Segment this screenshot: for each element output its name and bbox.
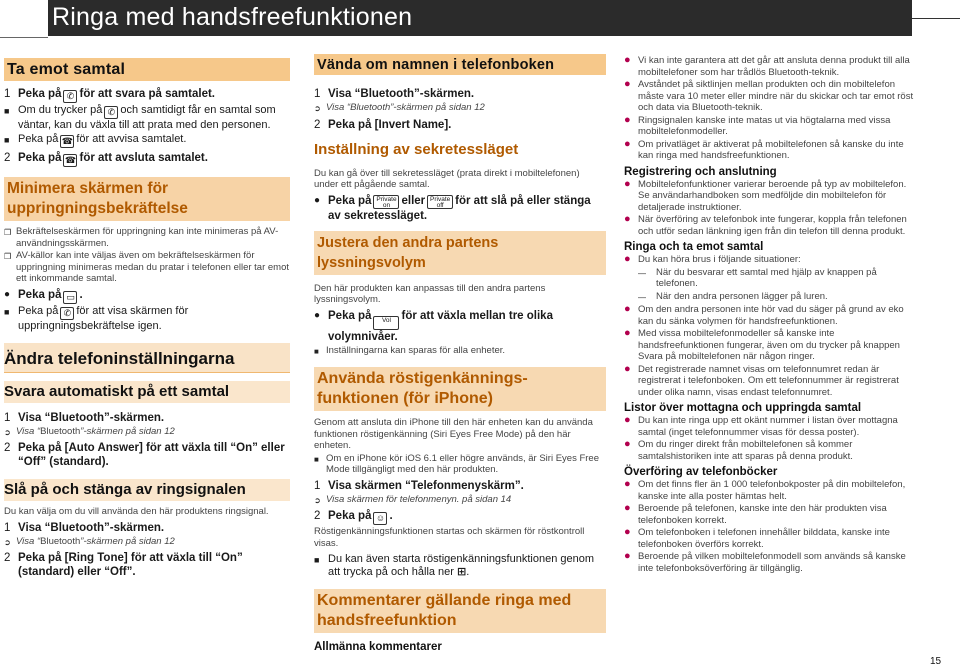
volume-note: ■ Inställningarna kan sparas för alla enheter.	[314, 344, 506, 356]
transfer-title: Överföring av telefonböcker	[624, 466, 778, 478]
bullet-dot-icon: ●	[624, 414, 631, 426]
bullet-dot-icon: ●	[624, 550, 631, 562]
bullet-dot-icon: ●	[624, 137, 631, 150]
section-settings-title: Ändra telefoninställningarna	[4, 343, 290, 373]
reject-call-icon: ☎	[61, 136, 73, 146]
section-ring-title: Slå på och stänga av ringsignalen	[4, 479, 290, 501]
note-text: Vi kan inte garantera att det går att ansluta denna produkt till alla mobiltelefoner som har trådlös Bluetooth-teknik.	[638, 55, 910, 78]
bullet-dot-icon: ●	[624, 213, 631, 225]
bullet-dot-icon: ●	[624, 478, 631, 490]
voice-recognition-icon: ☺	[373, 512, 387, 525]
section-auto-answer-title: Svara automatiskt på ett samtal	[4, 381, 290, 403]
note-text: Om den andra personen inte hör vad du säger på grund av eko kan du sänka volymen för handsfreefunktionen.	[638, 304, 904, 327]
volume-para: Den här produkten kan anpassas till den andra partens lyssningsvolym.	[314, 282, 546, 305]
column-right	[624, 54, 916, 574]
note-item	[624, 328, 916, 363]
minimize-step: ● Peka på ▭ .	[4, 288, 83, 302]
note-text: Mobiltelefonfunktioner varierar beroende på typ av mobiltelefon. Se användarhandboken som medföljde din mobiltelefon för detaljerade instruktioner.	[638, 178, 907, 213]
note-text: Avståndet på siktlinjen mellan produkten och din mobiltelefon måste vara 10 meter eller mindre när du skickar och tar emot röst och data via Bluetooth-teknik.	[638, 79, 914, 113]
ring-ref: ➲ Visa “Bluetooth”-skärmen på sidan 12	[4, 535, 175, 547]
header-rule	[912, 18, 960, 19]
call-title: Ringa och ta emot samtal	[624, 241, 764, 253]
privacy-para: Du kan gå över till sekretessläget (prata direkt i mobiltelefonen) under ett pågående samtal.	[314, 167, 580, 190]
note-item	[624, 527, 916, 550]
voice-step-1: 1 Visa skärmen “Telefonmenyskärm”.	[314, 479, 524, 492]
receive-bullet-1: ■ Om du trycker på ✆ och samtidigt får en samtal som väntar, kan du växla till att prata med den personen.	[4, 104, 276, 131]
settings-step-2: 2 Peka på [Auto Answer] för att växla till “On” eller “Off” (standard).	[4, 442, 285, 468]
section-receive-title: Ta emot samtal	[4, 58, 290, 81]
minimize-icon: ▭	[63, 291, 77, 304]
minimize-note-2: ❒ AV-källor kan inte väljas även om bekräftelseskärmen för uppringning minimeras medan du pratar i telefonen eller tar emot ett inkommande samtal.	[4, 250, 290, 284]
note-item	[624, 79, 916, 114]
receive-bullet-2: ■ Peka på ☎ för att avvisa samtalet.	[4, 133, 187, 146]
note-item	[624, 304, 916, 327]
call-dash-2: — När den andra personen lägger på luren.	[638, 290, 828, 302]
minimize-bullet: ■ Peka på ✆ för att visa skärmen för uppringningsbekräftelse igen.	[4, 304, 189, 332]
note-item	[624, 439, 916, 462]
voice-step-2: 2 Peka på ☺ .	[314, 510, 393, 523]
page-title: Ringa med handsfreefunktionen	[52, 3, 413, 31]
ring-para: Du kan välja om du vill använda den här produktens ringsignal.	[4, 506, 269, 517]
privacy-step: ● Peka på Private on eller Private off för att slå på eller stänga av sekretessläget.	[314, 194, 591, 222]
note-item	[624, 364, 916, 399]
bullet-dot-icon: ●	[624, 362, 631, 375]
note-item	[624, 115, 916, 138]
column-left	[4, 54, 290, 579]
note-text: Om det finns fler än 1 000 telefonbokposter på din mobiltelefon, kanske inte alla poster hämtas helt.	[638, 479, 906, 502]
bullet-dot-icon: ●	[624, 303, 631, 315]
ring-step-1: 1 Visa “Bluetooth”-skärmen.	[4, 521, 165, 534]
note-text: Det registrerade namnet visas om telefonnumret redan är registrerat i telefonboken. Om ett telefonnummer är registrerat under olika namn, visas endast telefonnumret.	[638, 363, 899, 398]
note-item	[624, 479, 916, 502]
end-call-icon: ☎	[64, 155, 77, 165]
settings-step-1: 1 Visa “Bluetooth”-skärmen.	[4, 411, 165, 424]
phone-icon: ✆	[60, 307, 74, 320]
voice-para: Genom att ansluta din iPhone till den här enheten kan du använda funktionen röstigenkänning (Siri Eyes Free Mode) på den här enheten.	[314, 417, 593, 451]
note-item	[624, 214, 916, 237]
general-notes	[624, 55, 916, 162]
note-item	[624, 139, 916, 162]
bullet-dot-icon: ●	[624, 327, 631, 339]
note-text: Om telefonboken i telefonen innehåller bilddata, kanske inte telefonboken överförs korrekt.	[638, 527, 890, 550]
list-title: Listor över mottagna och uppringda samtal	[624, 402, 862, 414]
bullet-dot-icon: ●	[624, 177, 631, 190]
section-voice-title: Använda röstigenkännings-funktionen (för iPhone)	[314, 367, 606, 411]
invert-step-1: 1 Visa “Bluetooth”-skärmen.	[314, 88, 475, 100]
transfer-notes	[624, 479, 916, 574]
bullet-dot-icon: ●	[624, 438, 631, 450]
voice-ref: ➲ Visa skärmen för telefonmenyn. på sidan 14	[314, 493, 512, 505]
ring-step-2: 2 Peka på [Ring Tone] för att växla till “On” (standard) eller “Off”.	[4, 552, 243, 578]
bullet-dot-icon: ●	[624, 78, 631, 90]
answer-call-icon: ✆	[63, 90, 77, 103]
voice-para-2: Röstigenkänningsfunktionen startas och skärmen för röstkontroll visas.	[314, 526, 585, 549]
receive-step-1: 1 Peka på ✆ för att svara på samtalet.	[4, 88, 215, 101]
answer-call-icon: ✆	[104, 106, 118, 119]
bullet-dot-icon: ●	[624, 54, 631, 66]
note-text: Beroende på telefonen, kanske inte den här produkten visa telefonboken korrekt.	[638, 503, 887, 526]
volume-icon: Vol	[373, 316, 399, 330]
page-header	[0, 0, 960, 38]
registration-notes	[624, 179, 916, 238]
receive-step-2: 2 Peka på ☎ för att avsluta samtalet.	[4, 152, 208, 165]
section-volume-title: Justera den andra partens lyssningsvolym	[314, 231, 606, 275]
note-text: Beroende på vilken mobiltelefonmodell som används så kanske inte telefonboksöverföring är tillgänglig.	[638, 551, 906, 574]
column-middle	[314, 54, 606, 653]
call-dash-1: — När du besvarar ett samtal med hjälp av knappen på telefonen.	[638, 266, 877, 289]
minimize-note-1: ❒ Bekräftelseskärmen för uppringning kan inte minimeras på AV-användningsskärmen.	[4, 226, 279, 249]
note-text: Om du ringer direkt från mobiltelefonen så kommer samtalshistoriken inte att sparas på denna produkt.	[638, 439, 853, 462]
section-invert-title: Vända om namnen i telefonboken	[314, 54, 606, 75]
call-notes	[624, 304, 916, 398]
bullet-dot-icon: ●	[624, 113, 631, 126]
bullet-dot-icon: ●	[624, 502, 631, 514]
settings-ref-1: ➲ Visa “Bluetooth”-skärmen på sidan 12	[4, 425, 175, 437]
note-item	[624, 551, 916, 574]
section-minimize-title: Minimera skärmen för uppringningsbekräftelse	[4, 177, 290, 221]
call-intro: ● Du kan höra brus i följande situationer:	[624, 253, 801, 265]
note-item	[624, 415, 916, 438]
bullet-dot-icon: ●	[624, 526, 631, 538]
page-number: 15	[930, 656, 942, 667]
voice-bullet: ■ Du kan även starta röstigenkänningsfunktionen genom att trycka på och hålla ner ⊞.	[314, 553, 595, 578]
grid-icon: ⊞	[457, 566, 467, 578]
invert-ref: ➲ Visa “Bluetooth”-skärmen på sidan 12	[314, 102, 485, 113]
header-gutter	[0, 0, 48, 38]
private-on-icon: Private on	[373, 195, 399, 209]
private-off-icon: Private off	[427, 195, 453, 209]
note-text: Du kan inte ringa upp ett okänt nummer i listan över mottagna samtal (inget telefonnummer visas för dessa poster).	[638, 415, 898, 438]
section-privacy-title: Inställning av sekretessläget	[314, 140, 519, 158]
registration-title: Registrering och anslutning	[624, 165, 777, 178]
note-text: Med vissa mobiltelefonmodeller så kanske inte handsfreefunktionen fungerar, även om du trycker på knappen Svara på mobiltelefonen när någon ringer.	[638, 328, 900, 362]
volume-step: ● Peka på Vol för att växla mellan tre olika volymnivåer.	[314, 309, 553, 343]
voice-note: ■ Om en iPhone kör iOS 6.1 eller högre används, är Siri Eyes Free Mode tillgängligt med den här produkten.	[314, 452, 599, 475]
note-item	[624, 55, 916, 78]
note-item	[624, 503, 916, 526]
note-item	[624, 179, 916, 214]
section-comments-title: Kommentarer gällande ringa med handsfreefunktion	[314, 589, 606, 633]
note-text: Ringsignalen kanske inte matas ut via högtalarna med vissa mobiltelefonmodeller.	[638, 114, 891, 137]
note-text: När överföring av telefonbok inte fungerar, koppla från telefonen och utför sedan länkning igen från din telefon till denna produkt.	[638, 214, 907, 237]
invert-step-2: 2 Peka på [Invert Name].	[314, 118, 452, 131]
list-notes	[624, 415, 916, 462]
comments-subtitle: Allmänna kommentarer	[314, 641, 442, 653]
note-text: Om privatläget är aktiverat på mobiltelefonen så kanske du inte kan ringa med handsfreefunktionen.	[638, 138, 904, 161]
